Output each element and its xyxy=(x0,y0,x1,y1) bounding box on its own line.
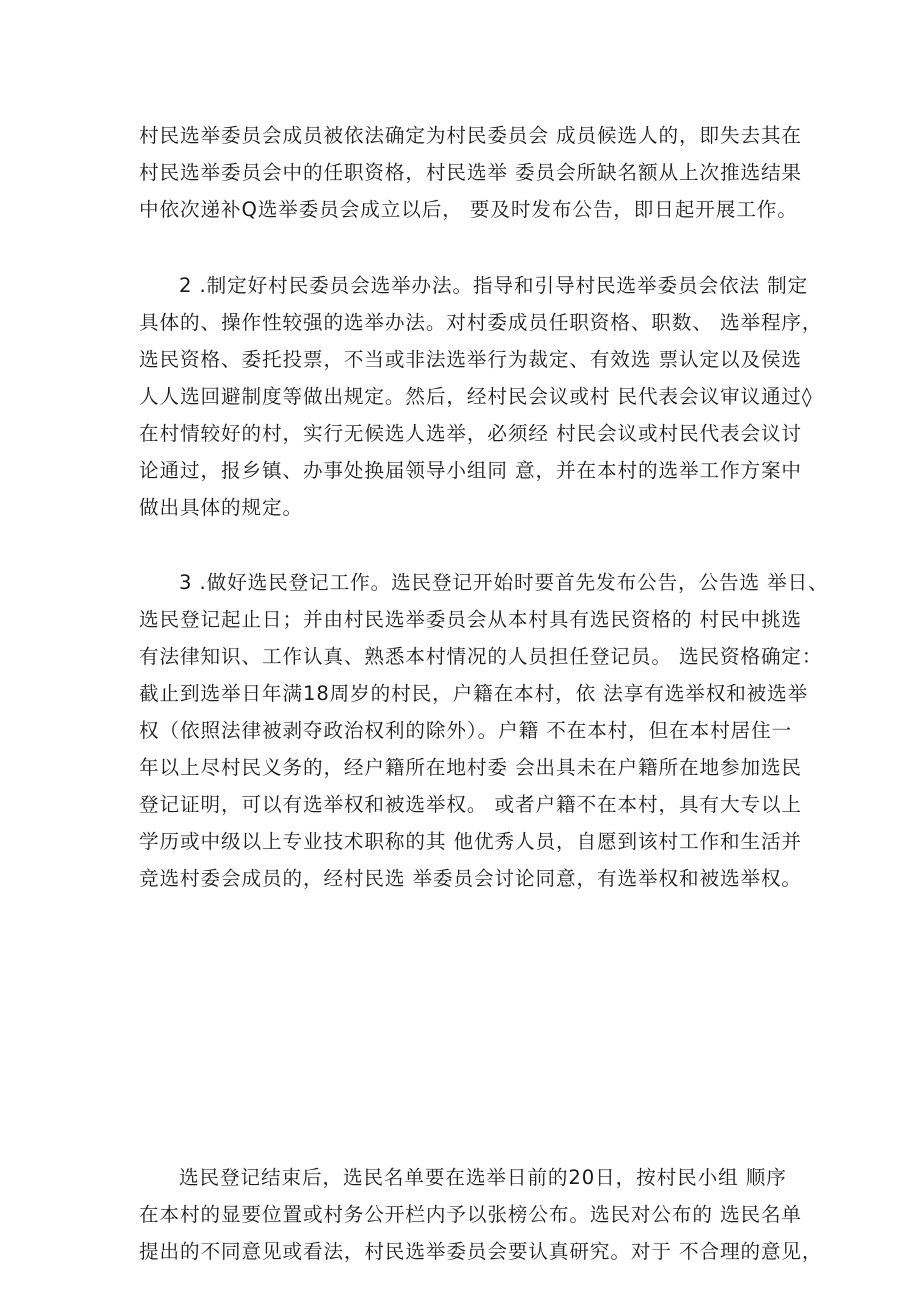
paragraph-3 xyxy=(139,564,829,897)
text-line: 截止到选举日年满18周岁的村民，户籍在本村，依 法享有选举权和被选举 xyxy=(139,682,809,705)
text-line: 学历或中级以上专业技术职称的其 他优秀人员，自愿到该村工作和生活并 xyxy=(139,830,802,853)
text-line: 村民选举委员会中的任职资格，村民选举 委员会所缺名额从上次推选结果 xyxy=(139,161,802,184)
text-line: 有法律知识、工作认真、熟悉本村情况的人员担任登记员。 选民资格确定： xyxy=(139,645,823,668)
text-line: 中依次递补Q选举委员会成立以后， 要及时发布公告，即日起开展工作。 xyxy=(139,198,798,221)
text-line: 登记证明，可以有选举权和被选举权。 或者户籍不在本村，具有大专以上 xyxy=(139,793,802,816)
text-line: 在本村的显要位置或村务公开栏内予以张榜公布。选民对公布的 选民名单 xyxy=(139,1203,802,1226)
text-line: 权（依照法律被剥夺政治权利的除外）。户籍 不在本村，但在本村居住一 xyxy=(139,719,793,742)
text-line: 年以上尽村民义务的，经户籍所在地村委 会出具未在户籍所在地参加选民 xyxy=(139,756,802,779)
text-line: 2 .制定好村民委员会选举办法。指导和引导村民选举委员会依法 制定 xyxy=(179,274,809,297)
text-line: 具体的、操作性较强的选举办法。对村委成员任职资格、职数、 选举程序， xyxy=(139,311,823,334)
text-line: 3 .做好选民登记工作。选民登记开始时要首先发布公告，公告选 举日、 xyxy=(179,571,829,594)
text-line: 提出的不同意见或看法，村民选举委员会要认真研究。对于 不合理的意见， xyxy=(139,1240,823,1263)
paragraph-2 xyxy=(139,267,823,526)
text-line: 选民登记起止日；并由村民选举委员会从本村具有选民资格的 村民中挑选 xyxy=(139,608,802,631)
text-line: 选民资格、委托投票，不当或非法选举行为裁定、有效选 票认定以及侯选 xyxy=(139,348,802,371)
text-line: 在村情较好的村，实行无候选人选举，必须经 村民会议或村民代表会议讨 xyxy=(139,422,802,445)
text-line: 做出具体的规定。 xyxy=(139,496,303,519)
text-line: 村民选举委员会成员被依法确定为村民委员会 成员候选人的，即失去其在 xyxy=(139,124,802,147)
paragraph-1 xyxy=(139,117,802,228)
text-line: 选民登记结束后，选民名单要在选举日前的20日，按村民小组 顺序 xyxy=(179,1166,787,1189)
text-line: 人人选回避制度等做出规定。然后，经村民会议或村 民代表会议审议通过◊ xyxy=(139,385,813,408)
text-line: 竞选村委会成员的，经村民选 举委员会讨论同意，有选举权和被选举权。 xyxy=(139,867,802,890)
text-line: 论通过，报乡镇、办事处换届领导小组同 意，并在本村的选举工作方案中 xyxy=(139,459,802,482)
paragraph-4 xyxy=(139,1159,823,1270)
